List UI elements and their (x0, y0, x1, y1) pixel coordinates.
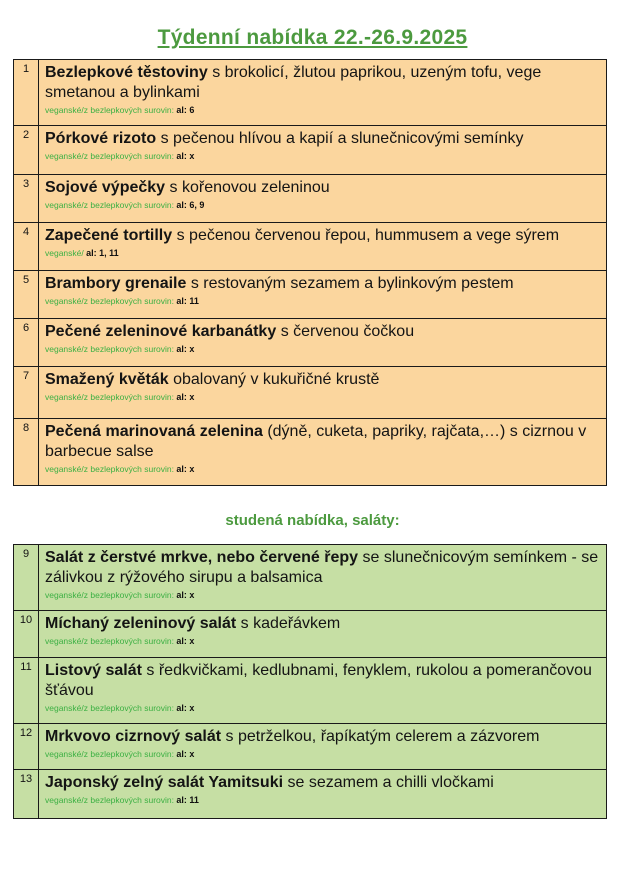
vegan-label: veganské/z bezlepkových surovin: (45, 344, 174, 354)
dish-name: Pórkové rizoto (45, 130, 157, 147)
dish-name: Mrkvovo cizrnový salát (45, 728, 222, 745)
table-row (14, 611, 607, 658)
vegan-label: veganské/z bezlepkových surovin: (45, 636, 174, 646)
vegan-label: veganské/ (45, 248, 84, 258)
table-row (14, 126, 607, 175)
row-number: 1 (14, 60, 39, 126)
dish-name: Pečené zeleninové karbanátky (45, 323, 277, 340)
dish-text (45, 370, 602, 390)
dish-description: se sezamem a chilli vločkami (287, 774, 494, 791)
vegan-note (45, 636, 602, 646)
row-number: 10 (14, 611, 39, 658)
row-number: 12 (14, 724, 39, 770)
table-row (14, 770, 607, 819)
row-number: 4 (14, 223, 39, 271)
allergen-info: al: x (176, 344, 195, 354)
dish-cell (39, 223, 607, 271)
dish-description: s brokolicí, žlutou paprikou, uzeným tofu, vege smetanou a bylinkami (45, 64, 542, 101)
table-row (14, 419, 607, 486)
vegan-note (45, 296, 602, 306)
dish-cell (39, 611, 607, 658)
dish-cell (39, 724, 607, 770)
dish-text (45, 322, 602, 342)
dish-cell (39, 60, 607, 126)
vegan-label: veganské/z bezlepkových surovin: (45, 105, 174, 115)
dish-text (45, 63, 602, 103)
dish-cell (39, 367, 607, 419)
row-number: 13 (14, 770, 39, 819)
dish-description: s restovaným sezamem a bylinkovým pestem (190, 275, 514, 292)
table-row (14, 319, 607, 367)
dish-name: Smažený květák (45, 371, 169, 388)
dish-name: Listový salát (45, 662, 142, 679)
hot-menu-rows (14, 60, 607, 486)
row-number: 3 (14, 175, 39, 223)
allergen-info: al: x (176, 590, 195, 600)
vegan-label: veganské/z bezlepkových surovin: (45, 590, 174, 600)
cold-menu-table (13, 544, 607, 819)
dish-description: s ředkvičkami, kedlubnami, fenyklem, rukolou a pomerančovou šťávou (45, 662, 592, 699)
dish-name: Salát z čerstvé mrkve, nebo červené řepy (45, 549, 359, 566)
dish-description: se slunečnicovým semínkem - se zálivkou z rýžového sirupu a balsamica (45, 549, 599, 586)
dish-description: s pečenou hlívou a kapií a slunečnicovými semínky (160, 130, 524, 147)
dish-cell (39, 545, 607, 611)
vegan-note (45, 392, 602, 402)
dish-description: s pečenou červenou řepou, hummusem a vege sýrem (176, 227, 560, 244)
dish-text (45, 178, 602, 198)
allergen-info: al: x (176, 151, 195, 161)
allergen-info: al: x (176, 749, 195, 759)
dish-name: Bezlepkové těstoviny (45, 64, 208, 81)
allergen-info: al: 6, 9 (176, 200, 205, 210)
hot-menu-table (13, 59, 607, 486)
row-number: 7 (14, 367, 39, 419)
row-number: 9 (14, 545, 39, 611)
dish-cell (39, 271, 607, 319)
dish-cell (39, 319, 607, 367)
allergen-info: al: 11 (176, 795, 199, 805)
row-number: 5 (14, 271, 39, 319)
dish-description: s petrželkou, řapíkatým celerem a zázvorem (225, 728, 540, 745)
vegan-note (45, 703, 602, 713)
dish-name: Sojové výpečky (45, 179, 166, 196)
dish-text (45, 548, 602, 588)
allergen-info: al: 6 (176, 105, 195, 115)
dish-cell (39, 658, 607, 724)
vegan-label: veganské/z bezlepkových surovin: (45, 151, 174, 161)
vegan-note (45, 749, 602, 759)
allergen-info: al: x (176, 464, 195, 474)
dish-text (45, 773, 602, 793)
vegan-label: veganské/z bezlepkových surovin: (45, 296, 174, 306)
table-row (14, 60, 607, 126)
vegan-label: veganské/z bezlepkových surovin: (45, 200, 174, 210)
table-row (14, 367, 607, 419)
vegan-note (45, 151, 602, 161)
dish-name: Pečená marinovaná zelenina (45, 423, 263, 440)
row-number: 11 (14, 658, 39, 724)
dish-name: Brambory grenaile (45, 275, 187, 292)
dish-description: (dýně, cuketa, papriky, rajčata,…) s cizrnou v barbecue salse (45, 423, 587, 460)
table-row (14, 658, 607, 724)
table-row (14, 545, 607, 611)
dish-text (45, 614, 602, 634)
vegan-note (45, 590, 602, 600)
vegan-note (45, 344, 602, 354)
dish-description: s červenou čočkou (280, 323, 415, 340)
dish-name: Japonský zelný salát Yamitsuki (45, 774, 284, 791)
vegan-note (45, 464, 602, 474)
row-number: 6 (14, 319, 39, 367)
vegan-note (45, 248, 602, 258)
allergen-info: al: x (176, 703, 195, 713)
vegan-note (45, 795, 602, 805)
table-row (14, 223, 607, 271)
allergen-info: al: x (176, 392, 195, 402)
dish-description: s kořenovou zeleninou (169, 179, 330, 196)
vegan-label: veganské/z bezlepkových surovin: (45, 703, 174, 713)
dish-text (45, 661, 602, 701)
dish-text (45, 226, 602, 246)
dish-name: Míchaný zeleninový salát (45, 615, 237, 632)
table-row (14, 271, 607, 319)
dish-text (45, 129, 602, 149)
row-number: 2 (14, 126, 39, 175)
table-row (14, 724, 607, 770)
cold-menu-heading: studená nabídka, saláty: (225, 512, 400, 529)
vegan-note (45, 105, 602, 115)
allergen-info: al: 1, 11 (86, 248, 119, 258)
dish-text (45, 727, 602, 747)
row-number: 8 (14, 419, 39, 486)
vegan-label: veganské/z bezlepkových surovin: (45, 749, 174, 759)
cold-menu-rows (14, 545, 607, 819)
allergen-info: al: x (176, 636, 195, 646)
dish-cell (39, 770, 607, 819)
dish-cell (39, 419, 607, 486)
table-row (14, 175, 607, 223)
dish-description: s kadeřávkem (240, 615, 341, 632)
dish-text (45, 274, 602, 294)
dish-name: Zapečené tortilly (45, 227, 173, 244)
dish-description: obalovaný v kukuřičné krustě (173, 371, 380, 388)
dish-cell (39, 126, 607, 175)
vegan-label: veganské/z bezlepkových surovin: (45, 392, 174, 402)
page-title: Týdenní nabídka 22.-26.9.2025 (157, 26, 468, 49)
vegan-label: veganské/z bezlepkových surovin: (45, 795, 174, 805)
dish-cell (39, 175, 607, 223)
dish-text (45, 422, 602, 462)
vegan-label: veganské/z bezlepkových surovin: (45, 464, 174, 474)
vegan-note (45, 200, 602, 210)
allergen-info: al: 11 (176, 296, 199, 306)
